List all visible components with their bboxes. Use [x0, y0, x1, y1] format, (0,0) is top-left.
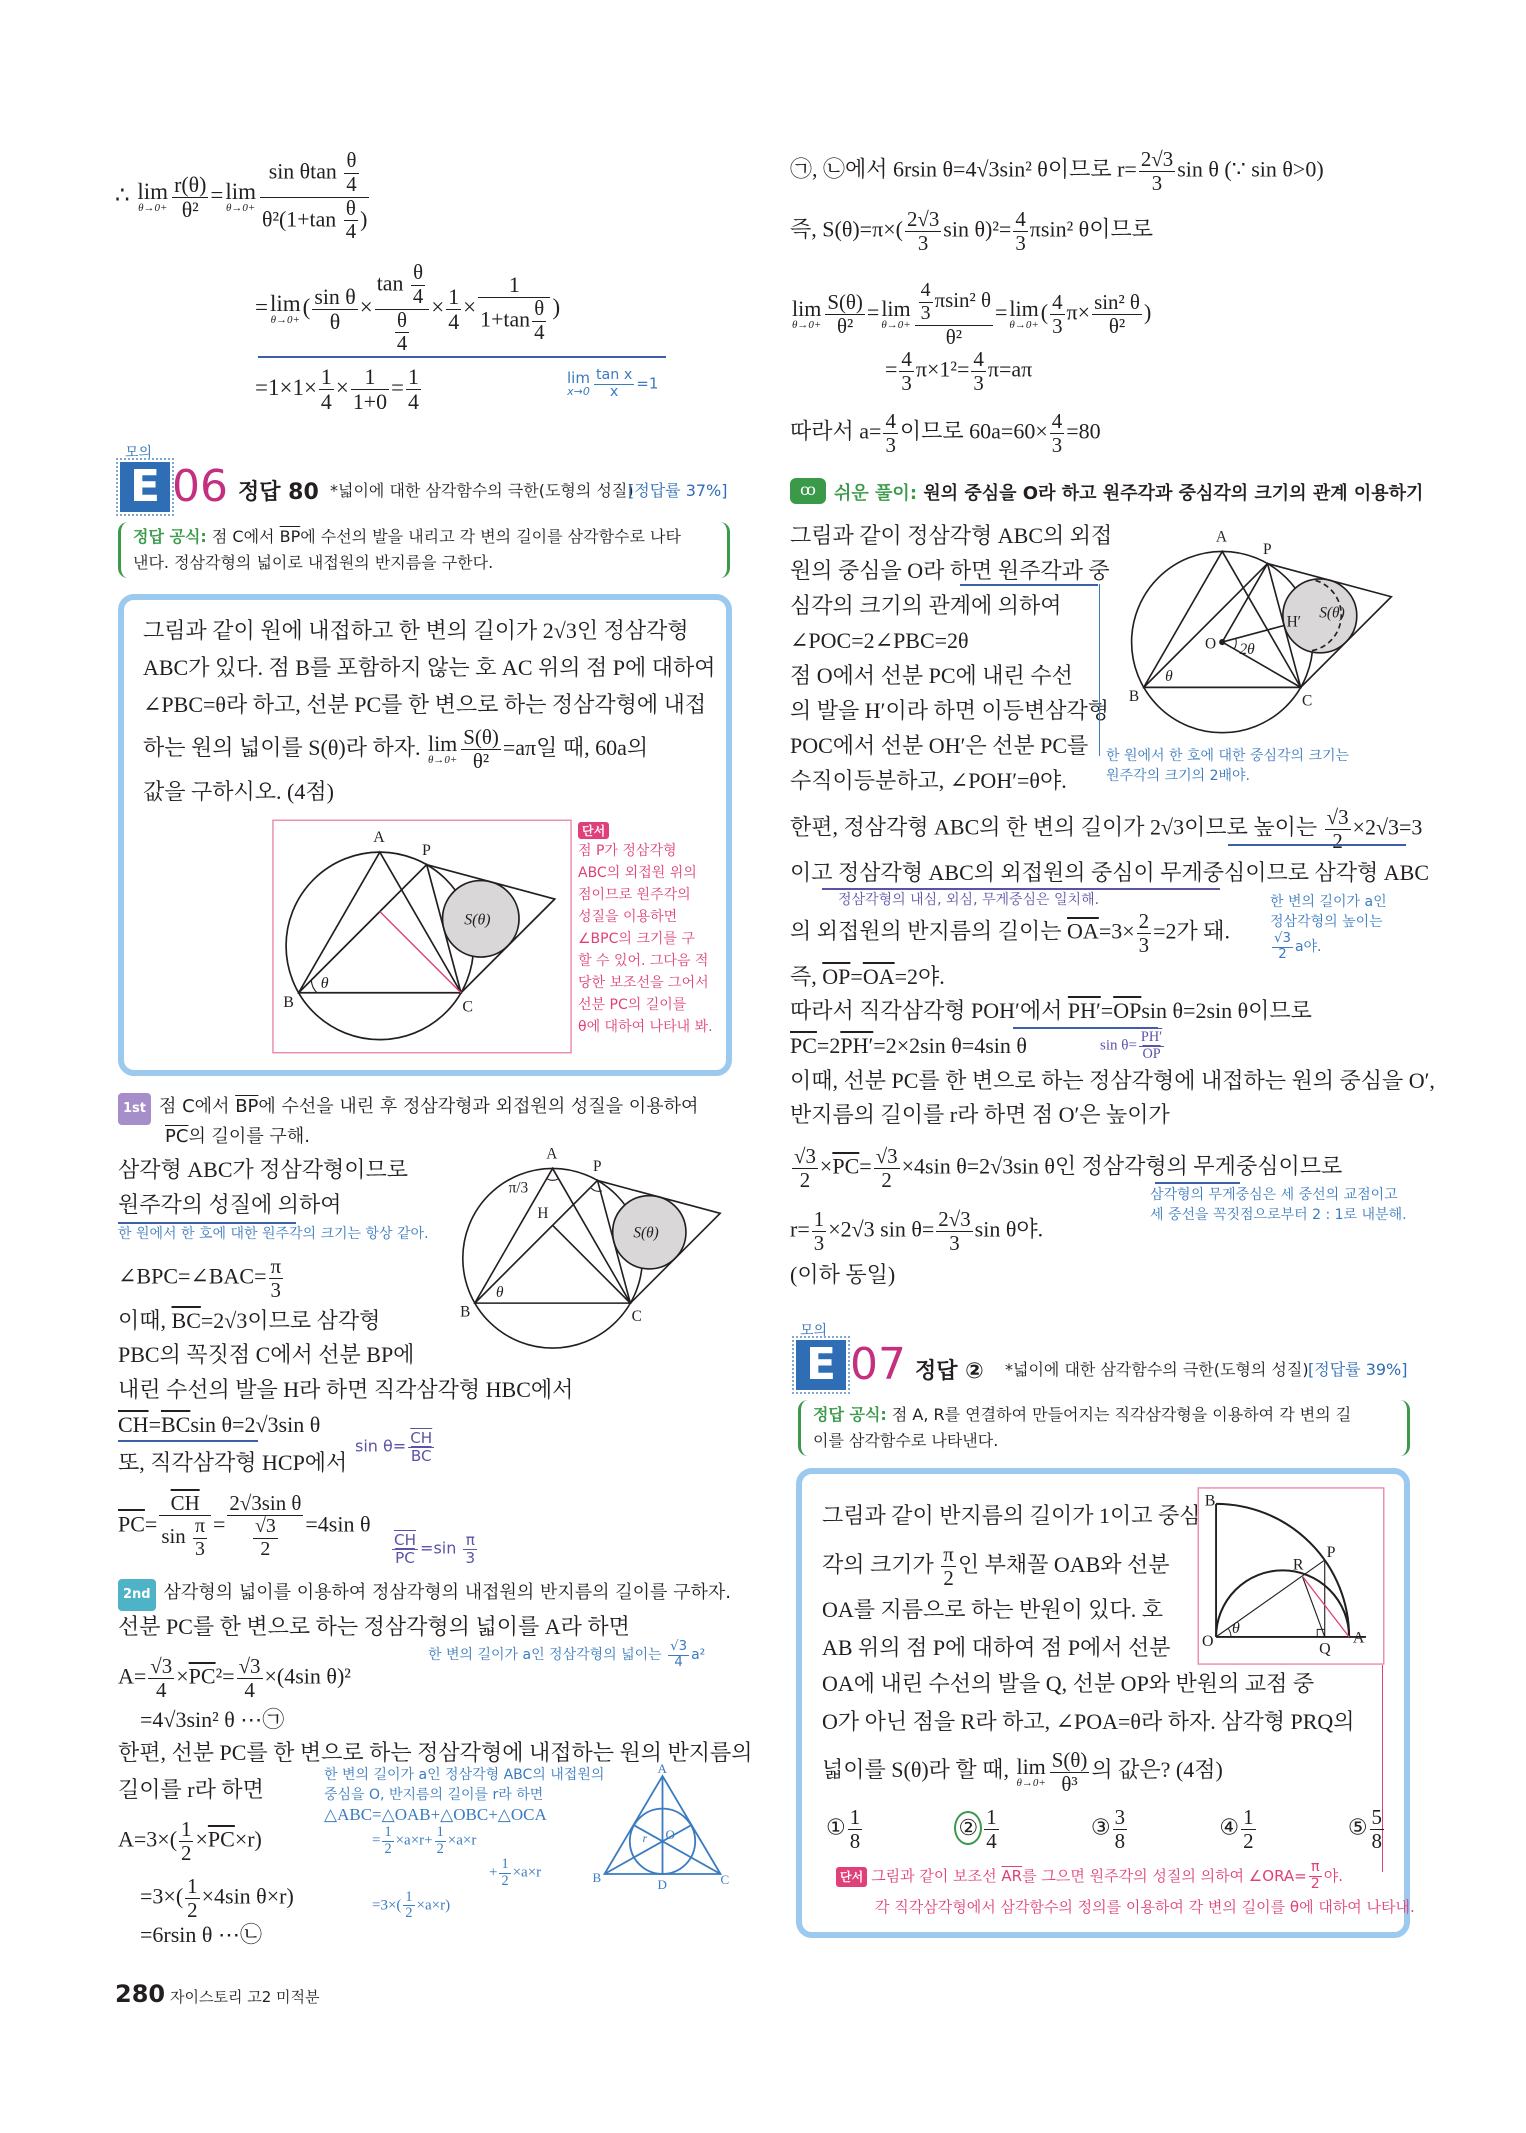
label-C: C	[720, 1872, 730, 1887]
easy-line: 반지름의 길이를 r라 하면 점 O′은 높이가	[790, 1102, 1170, 1127]
step1-line: 이때, $\overline{BC}=2√3$이므로 삼각형	[118, 1308, 381, 1333]
problem-line: OA에 내린 수선의 발을 Q, 선분 OP와 반원의 교점 중	[822, 1671, 1315, 1697]
underline	[1155, 1182, 1240, 1184]
easy-note: 한 변의 길이가 a인	[1270, 894, 1387, 910]
easy-line: (이하 동일)	[790, 1262, 896, 1287]
problem-badge: E	[796, 1340, 846, 1390]
easy-note: $\frac{√3}{2}$ a야.	[1274, 931, 1322, 962]
step1-note: $\frac{\overline{CH}}{PC}$ =sin $\frac{\pi}{3}$	[394, 1531, 476, 1567]
circle-triangle-figure	[272, 819, 572, 1054]
step2-note: 한 변의 길이가 a인 정삼각형의 넓이는 $\frac{√3}{4}$ a²	[428, 1639, 706, 1670]
hint-line: 점 P가 정삼각형	[578, 843, 677, 859]
underline	[258, 356, 666, 358]
problem-line: 그림과 같이 반지름의 길이가 1이고 중심	[822, 1503, 1201, 1528]
label-theta: θ	[320, 975, 329, 993]
problem-number: 07	[850, 1339, 906, 1390]
label-P: P	[1263, 541, 1272, 559]
topic-label: *넓이에 대한 삼각함수의 극한(도형의 성질)	[330, 481, 634, 500]
correct-rate: [정답률 39%]	[1308, 1360, 1408, 1379]
hint-line: 당한 보조선을 그어서	[578, 975, 709, 991]
problem-line: 넓이를 S(θ)라 할 때, lim θ→0+ $\frac{S(\theta)}{\text{θ³}}$ 의 값은? (4점)	[822, 1747, 1223, 1796]
connector-line	[1020, 584, 1100, 756]
label-theta: θ	[496, 1283, 504, 1301]
easy-line: 의 발을 H′이라 하면 이등변삼각형	[790, 698, 1109, 723]
step1-line: $\overline{CH}=\overline{BC}\sin$ θ=2√3sin θ	[118, 1412, 321, 1437]
problem-line: ABC가 있다. 점 B를 포함하지 않는 호 AC 위의 점 P에 대하여	[143, 655, 716, 680]
easy-note-line: 한 원에서 한 호에 대한 중심각의 크기는	[1106, 748, 1350, 764]
limit-line-1: ∴ lim θ→0+ $\frac{r(\theta)}{\text{θ²}}$ =lim θ→0+ sin θtan $\frac{\theta}{4}$ θ²(1+tan $\frac{\theta}{4}$ )	[115, 150, 368, 244]
step2-note: 한 변의 길이가 a인 정삼각형 ABC의 내접원의	[324, 1767, 605, 1783]
easy-note: 삼각형의 무게중심은 세 중선의 교점이고	[1150, 1187, 1398, 1203]
answer-label: 정답 ②	[915, 1359, 984, 1384]
label-theta: θ	[1231, 1620, 1240, 1638]
easy-line: 그림과 같이 정삼각형 ABC의 외접	[790, 523, 1113, 548]
step1-title-line: $\overline{PC}$의 길이를 구해.	[165, 1126, 310, 1147]
easy-note: sin θ= $\frac{PH'}{OP}$	[1100, 1029, 1163, 1062]
hint-text: 그림과 같이 보조선 $\overline{AR}$를 그으면 원주각의 성질의 의하여 ∠ORA= $\frac{\pi}{2}$ 야.	[871, 1859, 1344, 1892]
formula-box	[118, 522, 730, 578]
formula-label: 정답 공식:	[813, 1405, 887, 1424]
limit-line-2: =lim θ→0+ ( $\frac{\text{sin θ}}{\theta}$ × tan $\frac{\theta}{4}$ $\frac{\theta}{4}$ × $\frac{1}{4}$ × 1 1+tan $\frac{\theta}{4}$ )	[255, 262, 561, 356]
page-number: 280	[115, 1980, 166, 2008]
easy-line: 심각의 크기의 관계에 의하여	[790, 593, 1062, 618]
label-A: A	[1215, 528, 1227, 546]
step1-line: PBC의 꼭짓점 C에서 선분 BP에	[118, 1342, 415, 1367]
formula-label: 정답 공식:	[133, 527, 207, 546]
label-C: C	[1301, 692, 1313, 710]
hint-line: ABC의 외접원 위의	[578, 865, 697, 881]
choice-2[interactable]: ② $\frac{1}{4}$	[954, 1806, 1000, 1853]
label-D: D	[657, 1877, 667, 1892]
step2-note: + $\frac{1}{2}$ ×a×r	[489, 1856, 542, 1890]
label-B: B	[1128, 687, 1140, 705]
hint-line: 할 수 있어. 그다음 적	[578, 953, 709, 969]
easy-line: 이때, 선분 PC를 한 변으로 하는 정삼각형에 내접하는 원의 중심을 O′,	[790, 1068, 1435, 1093]
problem-line: O가 아닌 점을 R라 하고, ∠POA=θ라 하자. 삼각형 PRQ의	[822, 1709, 1355, 1735]
step1-line: $\overline{PC}=$ $\overline{CH}$ sin $\frac{\pi}{3}$ = $\frac{\text{2√3sin θ}}{\frac{√3}{2}}$ =4sin θ	[118, 1491, 371, 1560]
incircle-triangle-figure	[590, 1762, 735, 1892]
correct-rate: [정답률 37%]	[628, 481, 728, 500]
problem-badge: E	[120, 462, 170, 512]
label-A: A	[1352, 1629, 1365, 1647]
mock-label: 모의	[125, 445, 153, 461]
easy-line: 이고 정삼각형 ABC의 외접원의 중심이 무게중심이므로 삼각형 ABC	[790, 860, 1430, 885]
solution-line: 따라서 a= $\frac{4}{3}$ 이므로 60a=60× $\frac{4}{3}$ =80	[790, 409, 1101, 457]
label-B: B	[1204, 1492, 1216, 1510]
easy-line: 즉, $\overline{OP}=\overline{OA}=2$야.	[790, 964, 945, 989]
step2-line: 한편, 선분 PC를 한 변으로 하는 정삼각형에 내접하는 원의 반지름의	[118, 1740, 753, 1765]
step2-note: 중심을 O, 반지름의 길이를 r라 하면	[324, 1787, 544, 1803]
label-O: O	[665, 1827, 675, 1842]
hint-text: 각 직각삼각형에서 삼각함수의 정의를 이용하여 각 변의 길이를 θ에 대하여 나타내.	[875, 1898, 1415, 1916]
step2-line: A= $\frac{√3}{4}$ $\times\overline{PC}^2=$ $\frac{√3}{4}$ ×(4sin θ)²	[118, 1654, 351, 1702]
label-2theta: 2θ	[1239, 640, 1255, 658]
label-P: P	[1326, 1544, 1336, 1562]
step1-line: 내린 수선의 발을 H라 하면 직각삼각형 HBC에서	[118, 1377, 574, 1402]
label-pi-over-3: π/3	[508, 1179, 529, 1197]
hint-tag: 단서	[836, 1867, 867, 1887]
problem-line: ∠PBC=θ라 하고, 선분 PC를 한 변으로 하는 정삼각형에 내접	[143, 692, 707, 717]
step1-note: sin θ= $\frac{\overline{CH}}{BC}$	[355, 1429, 433, 1465]
easy-line: ∠POC=2∠PBC=2θ	[790, 628, 969, 653]
step1-line: 또, 직각삼각형 HCP에서	[118, 1450, 348, 1475]
sector-figure	[1196, 1487, 1386, 1665]
solution-line: ㉠, ㉡에서 6rsin θ=4√3sin² θ이므로 r= $\frac{2√3}{3}$ sin θ (∵ sin θ>0)	[790, 147, 1324, 195]
limit-note: lim x→0 $\frac{\text{tan x}}{x}$ =1	[567, 367, 659, 400]
selected-mark: ②	[954, 1811, 982, 1845]
easy-title: 원의 중심을 O라 하고 원주각과 중심각의 크기의 관계 이용하기	[923, 483, 1424, 504]
label-S: S(θ)	[1319, 604, 1345, 622]
hint-line: 점이므로 원주각의	[578, 887, 691, 903]
easy-line: 한편, 정삼각형 ABC의 한 변의 길이가 2√3이므로 높이는 $\frac{√3}{2}$ ×2√3=3	[790, 805, 1423, 853]
problem-line: 하는 원의 넓이를 S(θ)라 하자. lim θ→0+ $\frac{S(\theta)}{\text{θ²}}$ =aπ일 때, 60a의	[143, 725, 649, 774]
step2-title-text: 삼각형의 넓이를 이용하여 정삼각형의 내접원의 반지름의 길이를 구하자.	[163, 1582, 732, 1603]
step1-figure	[448, 1137, 738, 1357]
choice-3[interactable]: ③ $\frac{3}{8}$	[1090, 1805, 1126, 1853]
label-P: P	[422, 841, 431, 859]
formula-text: 점 C에서 $\overline{BP}$에 수선의 발을 내리고 각 변의 길이를 삼각함수로 나타	[211, 527, 681, 546]
easy-line: $\frac{√3}{2}$ $\times\overline{PC}=$ $\frac{√3}{2}$ ×4sin θ=2√3sin θ인 정삼각형의 무게중심이므로	[794, 1144, 1343, 1192]
underline	[1228, 844, 1406, 846]
easy-line: r= $\frac{1}{3}$ ×2√3 sin θ= $\frac{2√3}{3}$ sin θ야.	[790, 1207, 1044, 1255]
problem-text	[143, 612, 716, 810]
answer-choices	[826, 1806, 1386, 1853]
step2-line: =3×( $\frac{1}{2}$ ×4sin θ×r)	[140, 1874, 294, 1922]
problem-line: 값을 구하시오. (4점)	[143, 779, 334, 805]
step2-title	[118, 1576, 731, 1611]
problem-number: 06	[172, 461, 228, 512]
label-H-prime: H′	[1286, 613, 1302, 631]
step1-line: ∠BPC=∠BAC= $\frac{\pi}{3}$	[118, 1254, 282, 1302]
problem-line: AB 위의 점 P에 대하여 점 P에서 선분	[822, 1635, 1171, 1661]
underline	[118, 1440, 258, 1442]
center-angle-figure	[1118, 518, 1408, 748]
answer-label: 정답 80	[238, 480, 319, 505]
formula-text: 이를 삼각함수로 나타낸다.	[813, 1431, 999, 1450]
easy-line: 의 외접원의 반지름의 길이는 $\overline{OA}=3\times$ $\frac{2}{3}$ =2가 돼.	[790, 909, 1231, 957]
solution-line: 즉, S(θ)=π×( $\frac{2√3}{3}$ sin θ)²= $\frac{4}{3}$ πsin² θ이므로	[790, 207, 1153, 255]
easy-line: 따라서 직각삼각형 POH′에서 $PH'=\overline{OP}\sin$ θ=2sin θ이므로	[790, 998, 1312, 1023]
choice-5[interactable]: ⑤ $\frac{5}{8}$	[1347, 1805, 1382, 1853]
step2-note: △ABC=△OAB+△OBC+△OCA	[324, 1805, 547, 1824]
step2-note: =3×( $\frac{1}{2}$ ×a×r)	[372, 1888, 451, 1922]
step2-line: =4√3sin² θ ⋯㉠	[140, 1707, 285, 1732]
label-B: B	[460, 1303, 471, 1321]
step1-note: 한 원에서 한 호에 대한 원주각의 크기는 항상 같아.	[118, 1226, 429, 1242]
step1-line: 삼각형 ABC가 정삼각형이므로	[118, 1157, 409, 1182]
label-S: S(θ)	[464, 911, 491, 929]
label-O: O	[1202, 1633, 1214, 1651]
label-theta: θ	[1165, 668, 1173, 686]
choice-4[interactable]: ④ $\frac{1}{2}$	[1219, 1805, 1254, 1853]
easy-line: $\overline{PC}=2PH'=2\times 2\sin$ θ=4sin θ	[790, 1033, 1027, 1058]
hint-line: θ에 대하여 나타내 봐.	[578, 1019, 713, 1035]
step2-line: 길이를 r라 하면	[118, 1777, 264, 1802]
label-R: R	[1292, 1556, 1304, 1574]
step1-line: 원주각의 성질에 의하여	[118, 1192, 342, 1217]
step1-title	[118, 1090, 698, 1125]
label-B: B	[283, 993, 294, 1011]
problem-line: 각의 크기가 $\frac{\pi}{2}$ 인 부채꼴 OAB와 선분	[822, 1542, 1170, 1591]
label-C: C	[462, 998, 473, 1016]
problem-line: OA를 지름으로 하는 반원이 있다. 호	[822, 1597, 1164, 1623]
book-title: 자이스토리 고2 미적분	[170, 1988, 320, 2006]
label-Q: Q	[1319, 1640, 1331, 1658]
underline	[1013, 1027, 1158, 1029]
incircle-note	[324, 1765, 604, 1922]
easy-note	[1106, 746, 1349, 786]
easy-note: 정삼각형의 높이는	[1270, 914, 1383, 930]
step2-line: =6rsin θ ⋯㉡	[140, 1922, 262, 1947]
label-A: A	[546, 1145, 558, 1163]
easy-solution-title	[834, 479, 1423, 505]
mock-label: 모의	[800, 1323, 828, 1339]
label-B: B	[592, 1870, 602, 1885]
hint-line: 선분 PC의 길이를	[578, 997, 687, 1013]
easy-note-line: 원주각의 크기의 2배야.	[1106, 768, 1250, 784]
label-r: r	[642, 1831, 648, 1845]
step2-badge: 2nd	[118, 1579, 156, 1611]
solution-line: lim θ→0+ $\frac{S(\theta)}{\text{θ²}}$ =lim θ→0+ $\frac{4}{3}$ πsin² θ θ² =lim θ→0+ ( $\frac{4}{3}$ π× $\frac{\text{sin² θ}}{\text{θ²}}$ )	[792, 279, 1152, 349]
easy-label: 쉬운 풀이:	[834, 483, 918, 504]
height-note	[1270, 892, 1387, 962]
easy-line: POC에서 선분 OH′은 선분 PC를	[790, 733, 1089, 758]
step1-title-line: 점 C에서 $\overline{BP}$에 수선을 내린 후 정삼각형과 외접원의 성질을 이용하여	[159, 1096, 699, 1117]
hint-tag: 단서	[578, 822, 609, 839]
formula-text: 점 A, R를 연결하여 만들어지는 직각삼각형을 이용하여 각 변의 길	[891, 1405, 1352, 1424]
formula-text: 낸다. 정삼각형의 넓이로 내접원의 반지름을 구한다.	[133, 553, 494, 572]
hint-text	[578, 840, 728, 1038]
label-A: A	[373, 828, 385, 846]
solution-line: = $\frac{4}{3}$ π×1²= $\frac{4}{3}$ π=aπ	[885, 347, 1033, 395]
label-P: P	[593, 1158, 602, 1176]
choice-1[interactable]: ① $\frac{1}{8}$	[826, 1805, 861, 1853]
problem-line: 그림과 같이 원에 내접하고 한 변의 길이가 2√3인 정삼각형	[143, 618, 689, 643]
hint-line	[836, 1860, 1343, 1892]
label-A: A	[657, 1762, 667, 1776]
easy-line: 수직이등분하고, ∠POH′=θ야.	[790, 768, 1067, 793]
easy-line: 원의 중심을 O라 하면 원주각과 중	[790, 558, 1110, 583]
binoculars-icon: ꝏ	[790, 478, 826, 504]
step1-badge: 1st	[118, 1093, 151, 1125]
hint-box	[578, 822, 728, 1038]
centroid-note	[1150, 1185, 1407, 1225]
hint-line: ∠BPC의 크기를 구	[578, 931, 695, 947]
label-H: H	[537, 1204, 549, 1222]
label-C: C	[631, 1308, 642, 1326]
easy-note: 정삼각형의 내심, 외심, 무게중심은 일치해.	[838, 892, 1100, 908]
limit-line-3: =1×1× $\frac{1}{4}$ × $\frac{1}{1+0}$ = $\frac{1}{4}$	[255, 365, 419, 415]
step2-note: = $\frac{1}{2}$ ×a×r+ $\frac{1}{2}$ ×a×r	[372, 1824, 477, 1857]
easy-note: 세 중선을 꼭짓점으로부터 2 : 1로 내분해.	[1150, 1207, 1407, 1223]
hint-line: 성질을 이용하면	[578, 909, 678, 925]
step2-line: A=3×( $\frac{1}{2}$ $\times\overline{PC}\times r$)	[118, 1817, 262, 1865]
formula-box	[798, 1400, 1410, 1456]
topic-label: *넓이에 대한 삼각함수의 극한(도형의 성질)	[1005, 1360, 1309, 1379]
easy-line: 점 O에서 선분 PC에 내린 수선	[790, 663, 1073, 688]
label-S: S(θ)	[633, 1224, 659, 1242]
step2-line: 선분 PC를 한 변으로 하는 정삼각형의 넓이를 A라 하면	[118, 1614, 630, 1639]
label-O: O	[1205, 635, 1217, 653]
